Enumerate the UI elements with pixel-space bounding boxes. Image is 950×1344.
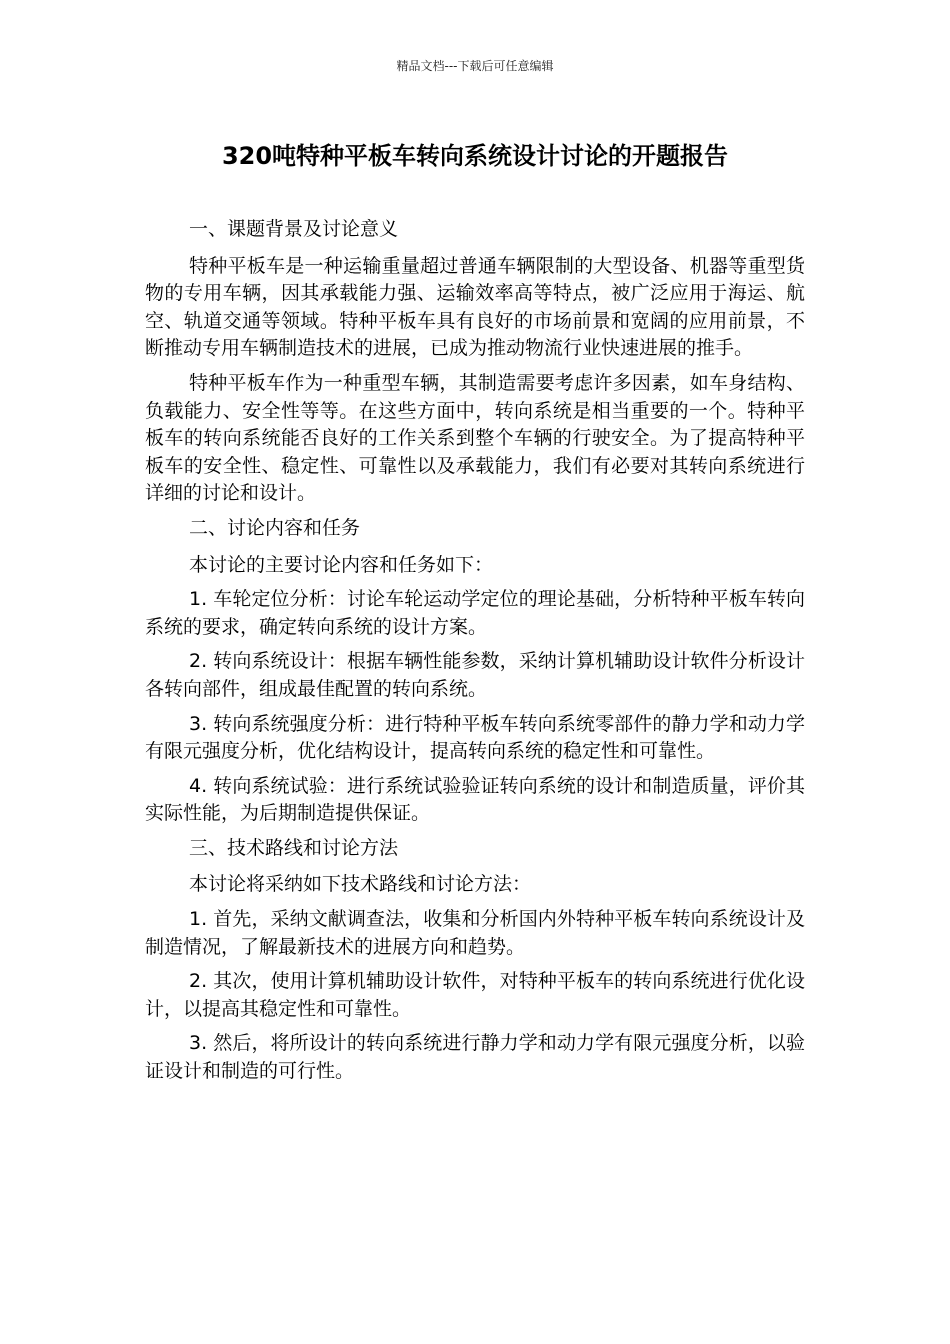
paragraph: 本讨论的主要讨论内容和任务如下： [189,553,494,576]
section-heading-content: 二、讨论内容和任务 [189,516,361,539]
paragraph: 特种平板车是一种运输重量超过普通车辆限制的大型设备、机器等重型货物的专用车辆，因其承载能力强、运输效率高等特点，被广泛应用于海运、航空、轨道交通等领域。特种平板车具有良好的市场前景和宽阔的应用前景，不断推动专用车辆制造技术的进展，已成为推动物流行业快速进展的推手。 [145,254,805,360]
document-title: 320吨特种平板车转向系统设计讨论的开题报告 [221,142,729,170]
paragraph: 特种平板车作为一种重型车辆，其制造需要考虑许多因素，如车身结构、负载能力、安全性等等。在这些方面中，转向系统是相当重要的一个。特种平板车的转向系统能否良好的工作关系到整个车辆的行驶安全。为了提高特种平板车的安全性、稳定性、可靠性以及承载能力，我们有必要对其转向系统进行详细的讨论和设计。 [145,371,805,505]
paragraph: 本讨论将采纳如下技术路线和讨论方法： [189,873,532,896]
list-item: 2. 其次，使用计算机辅助设计软件，对特种平板车的转向系统进行优化设计，以提高其稳定性和可靠性。 [145,970,805,1020]
page-header: 精品文档---下载后可任意编辑 [396,59,554,73]
list-item: 3. 然后，将所设计的转向系统进行静力学和动力学有限元强度分析，以验证设计和制造的可行性。 [145,1032,805,1083]
list-item: 1. 车轮定位分析：讨论车轮运动学定位的理论基础，分析特种平板车转向系统的要求，确定转向系统的设计方案。 [145,588,805,638]
list-item: 4. 转向系统试验：进行系统试验验证转向系统的设计和制造质量，评价其实际性能，为后期制造提供保证。 [145,774,805,825]
document-body [145,216,805,1093]
section-heading-background: 一、课题背景及讨论意义 [189,218,399,240]
list-item: 3. 转向系统强度分析：进行特种平板车转向系统零部件的静力学和动力学有限元强度分析，优化结构设计，提高转向系统的稳定性和可靠性。 [145,712,805,763]
list-item: 1. 首先，采纳文献调查法，收集和分析国内外特种平板车转向系统设计及制造情况，了解最新技术的进展方向和趋势。 [145,908,805,958]
section-heading-method: 三、技术路线和讨论方法 [189,836,399,859]
list-item: 2. 转向系统设计：根据车辆性能参数，采纳计算机辅助设计软件分析设计各转向部件，组成最佳配置的转向系统。 [145,650,805,700]
